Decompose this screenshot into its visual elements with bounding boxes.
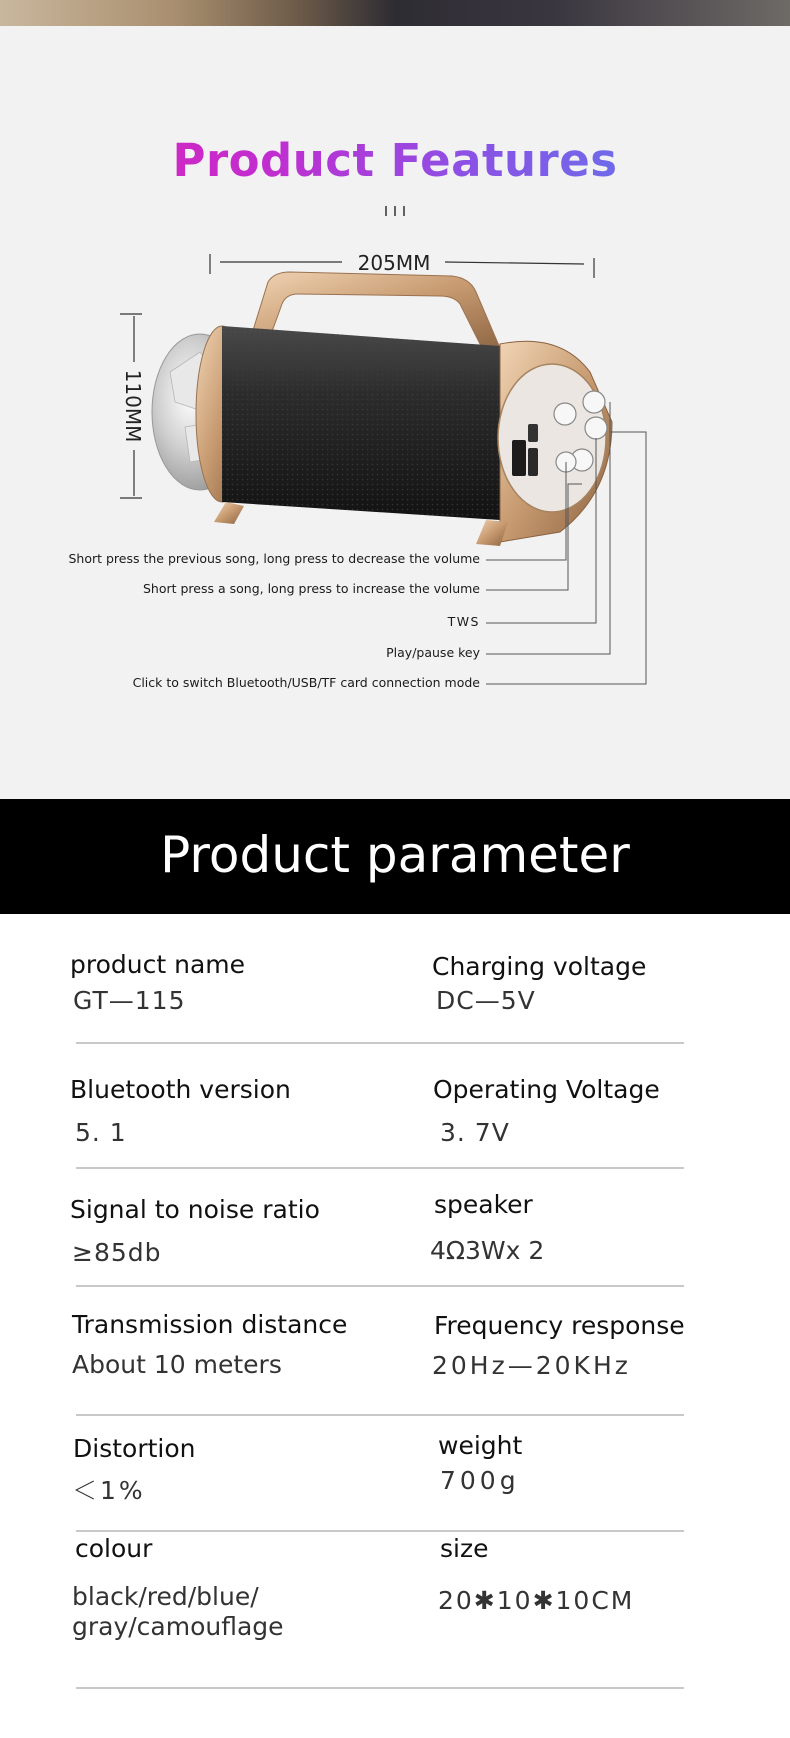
param-value-bluetooth-version: 5. 1 <box>75 1118 127 1147</box>
callout-next-song: Short press a song, long press to increase the volume <box>142 581 480 596</box>
height-dimension <box>120 314 145 498</box>
width-dimension-label: 205MM <box>357 252 431 275</box>
parameters-title: Product parameter <box>160 826 630 884</box>
product-features-section <box>0 26 790 799</box>
callout-tws: TWS <box>447 614 480 629</box>
param-label-distortion: Distortion <box>73 1434 196 1463</box>
param-label-product-name: product name <box>70 950 245 979</box>
speaker-product-diagram <box>0 252 790 772</box>
param-value-distortion: ＜1% <box>72 1476 146 1505</box>
param-divider <box>76 1042 684 1044</box>
param-value-transmission-distance: About 10 meters <box>72 1350 282 1379</box>
callout-play-pause: Play/pause key <box>386 645 480 660</box>
param-value-colour-line2: gray/camouflage <box>72 1612 284 1641</box>
width-dimension <box>210 252 594 278</box>
param-value-size: 20✱10✱10CM <box>438 1586 635 1615</box>
param-divider <box>76 1285 684 1287</box>
param-divider <box>76 1687 684 1689</box>
param-value-charging-voltage: DC—5V <box>436 986 536 1015</box>
product-parameter-banner <box>0 799 790 914</box>
param-label-size: size <box>440 1534 489 1563</box>
param-value-weight: 700g <box>440 1466 520 1495</box>
param-label-operating-voltage: Operating Voltage <box>433 1075 660 1104</box>
product-parameter-table <box>0 914 790 1738</box>
param-value-speaker: 4Ω3Wx 2 <box>430 1236 545 1265</box>
param-label-transmission-distance: Transmission distance <box>72 1310 348 1339</box>
height-dimension-label: 110MM <box>121 369 145 443</box>
param-value-snr: ≥85db <box>72 1238 162 1267</box>
title-divider-mark <box>380 204 410 218</box>
param-label-bluetooth-version: Bluetooth version <box>70 1075 291 1104</box>
callout-mode-switch: Click to switch Bluetooth/USB/TF card connection mode <box>132 675 480 690</box>
param-value-operating-voltage: 3. 7V <box>440 1118 510 1147</box>
param-label-snr: Signal to noise ratio <box>70 1195 320 1224</box>
param-divider <box>76 1530 684 1532</box>
param-label-frequency-response: Frequency response <box>434 1311 685 1340</box>
param-label-speaker: speaker <box>434 1190 533 1219</box>
param-divider <box>76 1414 684 1416</box>
top-photo-strip <box>0 0 790 26</box>
param-label-charging-voltage: Charging voltage <box>432 952 647 981</box>
param-divider <box>76 1167 684 1169</box>
features-title: Product Features <box>0 131 790 191</box>
callout-previous-song: Short press the previous song, long press to decrease the volume <box>68 551 480 566</box>
param-value-product-name: GT—115 <box>73 986 186 1015</box>
param-label-weight: weight <box>438 1431 523 1460</box>
param-value-frequency-response: 20Hz—20KHz <box>432 1351 631 1380</box>
param-label-colour: colour <box>75 1534 153 1563</box>
param-value-colour-line1: black/red/blue/ <box>72 1582 259 1611</box>
